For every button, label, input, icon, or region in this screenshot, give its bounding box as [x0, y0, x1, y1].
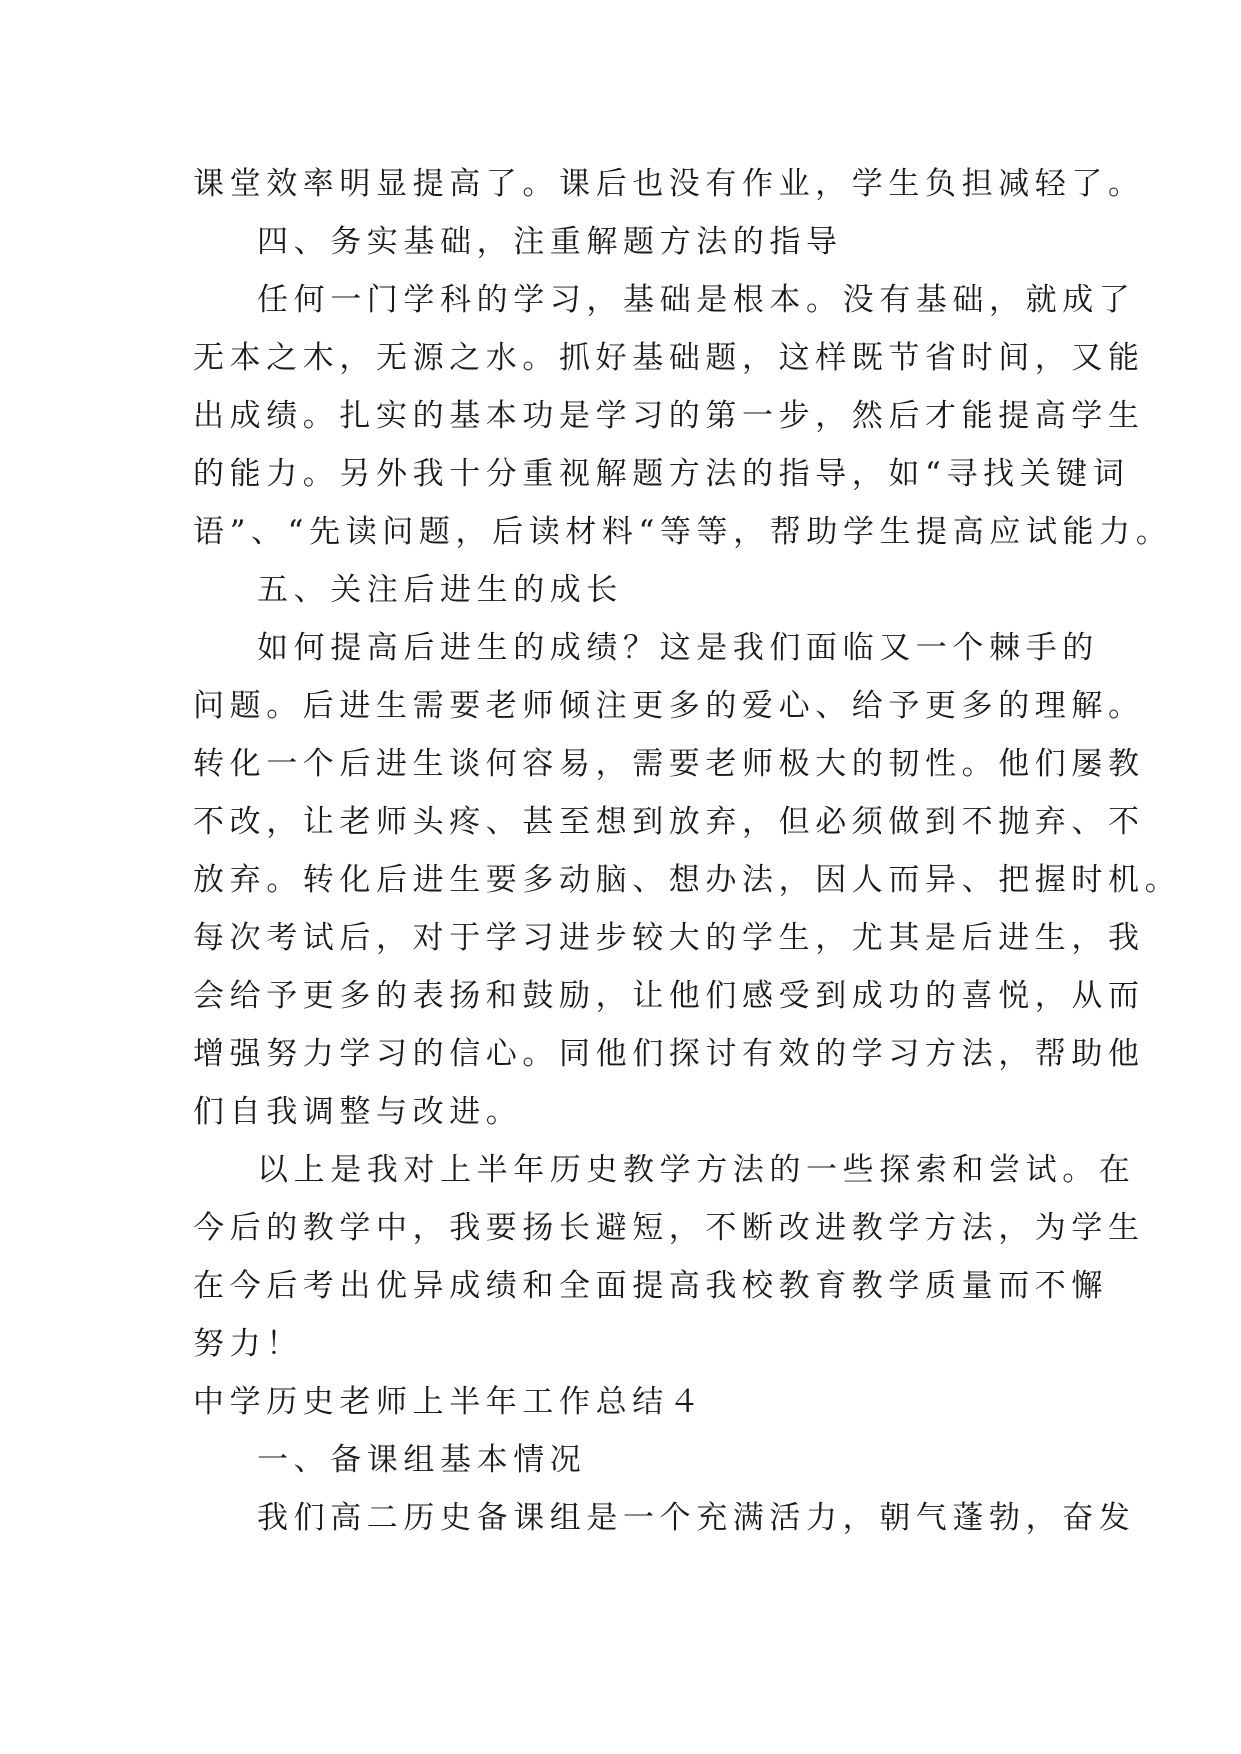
- section-heading-5: 五、关注后进生的成长: [257, 572, 623, 608]
- paragraph-line: 今后的教学中，我要扬长避短，不断改进教学方法，为学生: [193, 1210, 1145, 1246]
- paragraph-line: 无本之木，无源之水。抓好基础题，这样既节省时间，又能: [193, 340, 1145, 376]
- paragraph-line: 转化一个后进生谈何容易，需要老师极大的韧性。他们屡教: [193, 746, 1145, 782]
- document-title: 中学历史老师上半年工作总结４: [193, 1384, 706, 1420]
- paragraph-line: 以上是我对上半年历史教学方法的一些探索和尝试。在: [257, 1152, 1136, 1188]
- paragraph-line: 语”、“先读问题，后读材料“等等，帮助学生提高应试能力。: [193, 514, 1173, 550]
- paragraph-line: 的能力。另外我十分重视解题方法的指导，如“寻找关键词: [193, 456, 1130, 492]
- paragraph-line: 如何提高后进生的成绩？这是我们面临又一个棘手的: [257, 630, 1099, 666]
- paragraph-line: 任何一门学科的学习，基础是根本。没有基础，就成了: [257, 282, 1136, 318]
- paragraph-line: 问题。后进生需要老师倾注更多的爱心、给予更多的理解。: [193, 688, 1145, 724]
- paragraph-line: 放弃。转化后进生要多动脑、想办法，因人而异、把握时机。: [193, 862, 1182, 898]
- paragraph-line: 课堂效率明显提高了。课后也没有作业，学生负担减轻了。: [193, 166, 1145, 202]
- paragraph-line: 会给予更多的表扬和鼓励，让他们感受到成功的喜悦，从而: [193, 978, 1145, 1014]
- paragraph-line: 每次考试后，对于学习进步较大的学生，尤其是后进生，我: [193, 920, 1145, 956]
- section-heading-1: 一、备课组基本情况: [257, 1442, 587, 1478]
- paragraph-line: 我们高二历史备课组是一个充满活力，朝气蓬勃，奋发: [257, 1500, 1136, 1536]
- paragraph-line: 努力！: [193, 1326, 303, 1362]
- section-heading-4: 四、务实基础，注重解题方法的指导: [257, 224, 843, 260]
- paragraph-line: 在今后考出优异成绩和全面提高我校教育教学质量而不懈: [193, 1268, 1108, 1304]
- paragraph-line: 出成绩。扎实的基本功是学习的第一步，然后才能提高学生: [193, 398, 1145, 434]
- paragraph-line: 增强努力学习的信心。同他们探讨有效的学习方法，帮助他: [193, 1036, 1145, 1072]
- paragraph-line: 们自我调整与改进。: [193, 1094, 523, 1130]
- paragraph-line: 不改，让老师头疼、甚至想到放弃，但必须做到不抛弃、不: [193, 804, 1145, 840]
